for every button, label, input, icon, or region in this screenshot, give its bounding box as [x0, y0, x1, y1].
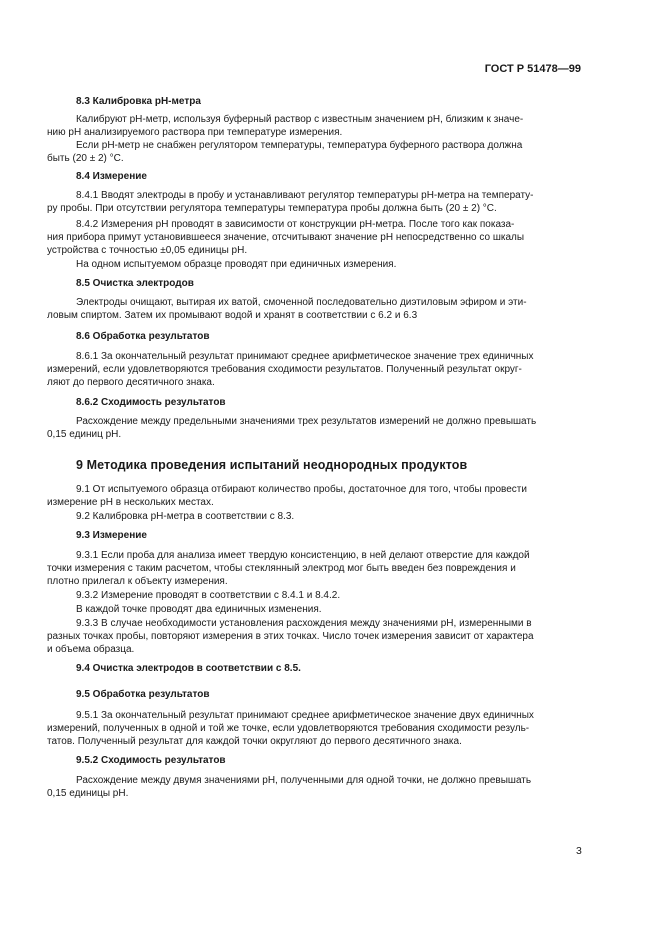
text-line: ляют до первого десятичного знака.	[47, 377, 215, 388]
text-line: 9.3.2 Измерение проводят в соответствии с 8.4.1 и 8.4.2.	[76, 590, 341, 601]
text-line: 9.3.1 Если проба для анализа имеет твердую консистенцию, в ней делают отверстие для каждой	[76, 550, 530, 561]
text-line: плотно прилегал к объекту измерения.	[47, 576, 228, 587]
text-line: На одном испытуемом образце проводят при единичных измерения.	[76, 259, 397, 270]
subsection-heading: 9.5.2 Сходимость результатов	[76, 755, 226, 766]
subsection-heading: 9.5 Обработка результатов	[76, 689, 210, 700]
text-line: разных точках пробы, повторяют измерения в этих точках. Число точек измерения зависит от характера	[47, 631, 534, 642]
text-line: 9.2 Калибровка рН-метра в соответствии с 8.3.	[76, 511, 295, 522]
text-line: измерений, полученных в одной и той же точке, если удовлетворяются требования сходимости резуль-	[47, 723, 530, 734]
subsection-heading: 8.5 Очистка электродов	[76, 278, 194, 289]
text-line: 0,15 единиц рН.	[47, 429, 122, 440]
text-line: 9.1 От испытуемого образца отбирают количество пробы, достаточное для того, чтобы провести	[76, 484, 527, 495]
text-line: нию рН анализируемого раствора при температуре измерения.	[47, 127, 343, 138]
text-line: измерений, если удовлетворяются требования сходимости результатов. Полученный результат округ-	[47, 364, 522, 375]
subsection-heading: 8.3 Калибровка рН-метра	[76, 96, 201, 107]
text-line: 9.5.1 За окончательный результат принимают среднее арифметическое значение двух единичных	[76, 710, 534, 721]
text-line: 0,15 единицы рН.	[47, 788, 129, 799]
text-line: 8.4.1 Вводят электроды в пробу и устанавливают регулятор температуры рН-метра на температу-	[76, 190, 534, 201]
text-line: ру пробы. При отсутствии регулятора температуры температура пробы должна быть (20 ± 2) °С.	[47, 203, 497, 214]
text-line: быть (20 ± 2) °С.	[47, 153, 124, 164]
subsection-heading: 9.3 Измерение	[76, 530, 147, 541]
text-line: устройства с точностью ±0,05 единицы рН.	[47, 245, 248, 256]
text-line: В каждой точке проводят два единичных изменения.	[76, 604, 322, 615]
text-line: татов. Полученный результат для каждой точки округляют до первого десятичного знака.	[47, 736, 462, 747]
text-line: и объема образца.	[47, 644, 135, 655]
text-line: Если рН-метр не снабжен регулятором температуры, температура буферного раствора должна	[76, 140, 523, 151]
page-number: 3	[576, 845, 582, 857]
subsection-heading: 8.6 Обработка результатов	[76, 331, 210, 342]
text-line: точки измерения с таким расчетом, чтобы стеклянный электрод мог быть введен без повреждения и	[47, 563, 516, 574]
text-line: ния прибора примут установившееся значение, отсчитывают значение рН непосредственно со шкалы	[47, 232, 525, 243]
text-line: измерение рН в нескольких местах.	[47, 497, 214, 508]
text-line: Расхождение между предельными значениями трех результатов измерений не должно превышать	[76, 416, 537, 427]
text-line: 9.3.3 В случае необходимости установления расхождения между значениями рН, измеренными в	[76, 618, 532, 629]
text-line: ловым спиртом. Затем их промывают водой и хранят в соответствии с 6.2 и 6.3	[47, 310, 418, 321]
text-line: Расхождение между двумя значениями рН, полученными для одной точки, не должно превышать	[76, 775, 532, 786]
text-line: Электроды очищают, вытирая их ватой, смоченной последовательно диэтиловым эфиром и эти-	[76, 297, 527, 308]
section-heading: 9 Методика проведения испытаний неоднородных продуктов	[76, 458, 468, 472]
subsection-heading: 8.4 Измерение	[76, 171, 147, 182]
text-line: 8.4.2 Измерения рН проводят в зависимости от конструкции рН-метра. После того как показа-	[76, 219, 515, 230]
text-line: Калибруют рН-метр, используя буферный раствор с известным значением рН, близким к значе-	[76, 114, 524, 125]
document-code: ГОСТ Р 51478—99	[484, 63, 581, 75]
subsection-heading: 9.4 Очистка электродов в соответствии с 8.5.	[76, 663, 301, 674]
text-line: 8.6.1 За окончательный результат принимают среднее арифметическое значение трех единичных	[76, 351, 534, 362]
subsection-heading: 8.6.2 Сходимость результатов	[76, 397, 226, 408]
